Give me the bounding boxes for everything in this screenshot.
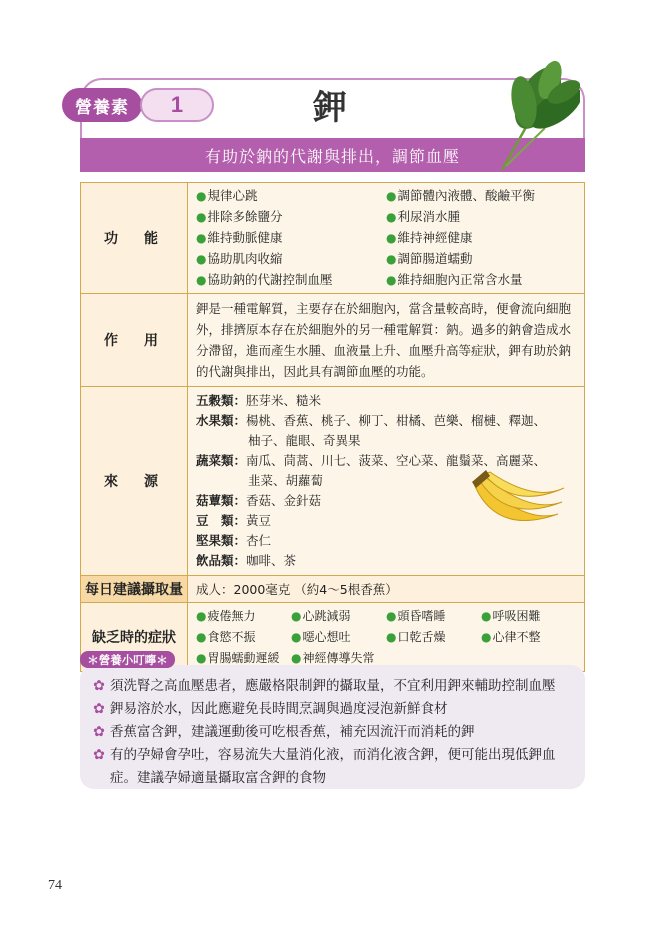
effect-text: 鉀是一種電解質，主要存在於細胞內，當含量較高時，便會流向細胞外，排擠原本存在於細胞外的另一種電解質：鈉。過多的鈉會造成水分滯留，進而產生水腫、血液量上升、血壓升高等症狀，鉀有助於鈉的代謝與排出，因此具有調節血壓的功能。 — [196, 301, 572, 379]
nutrient-badge: 營養素 — [62, 88, 142, 122]
source-nuts: 堅果類： 杏仁 — [196, 533, 272, 548]
flower-icon: ✿ — [93, 724, 105, 740]
source-beans: 豆 類： 黃豆 — [196, 513, 272, 528]
tips-tag: ＊營養小叮嚀＊ — [80, 651, 175, 668]
source-mushrooms: 菇蕈類： 香菇、金針菇 — [196, 493, 322, 508]
deficiency-list — [196, 607, 576, 667]
tips-box — [80, 665, 585, 789]
list-item: ●胃腸蠕動遲緩 — [196, 651, 280, 665]
list-item: ●維持神經健康 — [386, 230, 473, 245]
function-label: 功 能 — [81, 183, 188, 294]
source-drinks: 飲品類： 咖啡、茶 — [196, 553, 297, 568]
list-item: ●排除多餘鹽分 — [196, 209, 283, 224]
effect-label: 作 用 — [81, 294, 188, 387]
list-item: ●食慾不振 — [196, 630, 256, 644]
list-item: ●利尿消水腫 — [386, 209, 460, 224]
list-item: ●心律不整 — [481, 630, 541, 644]
list-item: ●口乾舌燥 — [386, 630, 446, 644]
deficiency-label: 缺乏時的症狀 — [81, 603, 188, 672]
list-item: ●呼吸困難 — [481, 609, 541, 623]
daily-row — [81, 576, 585, 603]
nutrient-number: 1 — [140, 88, 214, 122]
flower-icon: ✿ — [93, 747, 105, 763]
list-item: ●協助肌肉收縮 — [196, 251, 283, 266]
list-item: ●調節體內液體、酸鹼平衡 — [386, 188, 535, 203]
list-item: ●規律心跳 — [196, 188, 258, 203]
daily-value: 成人：2000毫克 （約4～5根香蕉） — [188, 576, 585, 603]
list-item: ●疲倦無力 — [196, 609, 256, 623]
flower-icon: ✿ — [93, 678, 105, 694]
tip-item: ✿ 香蕉富含鉀，建議運動後可吃根香蕉，補充因流汗而消耗的鉀 — [88, 721, 571, 744]
flower-icon: ✿ — [93, 701, 105, 717]
tip-item: ✿ 須洗腎之高血壓患者，應嚴格限制鉀的攝取量，不宜利用鉀來輔助控制血壓 — [88, 675, 571, 698]
sources-label: 來 源 — [81, 387, 188, 576]
function-row — [81, 183, 585, 294]
function-list — [196, 187, 576, 289]
source-grains: 五穀類： 胚芽米、糙米 — [196, 393, 322, 408]
daily-label: 每日建議攝取量 — [81, 576, 188, 603]
list-item: ●噁心想吐 — [291, 630, 351, 644]
list-item: ●維持動脈健康 — [196, 230, 283, 245]
subtitle-banner: 有助於鈉的代謝與排出，調節血壓 — [80, 138, 585, 172]
list-item: ●協助鈉的代謝控制血壓 — [196, 272, 333, 287]
list-item: ●調節腸道蠕動 — [386, 251, 473, 266]
page-title: 鉀 — [313, 88, 347, 128]
effect-row — [81, 294, 585, 387]
tip-item: ✿ 有的孕婦會孕吐，容易流失大量消化液，而消化液含鉀，便可能出現低鉀血症。建議孕婦適量攝取富含鉀的食物 — [88, 744, 571, 790]
list-item: ●心跳減弱 — [291, 609, 351, 623]
source-fruits: 水果類： 楊桃、香蕉、桃子、柳丁、柑橘、芭樂、榴槤、釋迦、 — [196, 413, 547, 428]
list-item: ●神經傳導失常 — [291, 651, 375, 665]
source-vegetables-cont: 韭菜、胡蘿蔔 — [248, 473, 324, 488]
source-fruits-cont: 柚子、龍眼、奇異果 — [248, 433, 361, 448]
spinach-image — [490, 58, 580, 176]
list-item: ●頭昏嗜睡 — [386, 609, 446, 623]
list-item: ●維持細胞內正常含水量 — [386, 272, 523, 287]
source-vegetables: 蔬菜類： 南瓜、茼蒿、川七、菠菜、空心菜、龍鬚菜、高麗菜、 — [196, 453, 547, 468]
nutrient-table — [80, 182, 585, 672]
banana-image — [466, 466, 566, 538]
page-number: 74 — [48, 878, 62, 893]
tip-item: ✿ 鉀易溶於水，因此應避免長時間烹調與過度浸泡新鮮食材 — [88, 698, 571, 721]
